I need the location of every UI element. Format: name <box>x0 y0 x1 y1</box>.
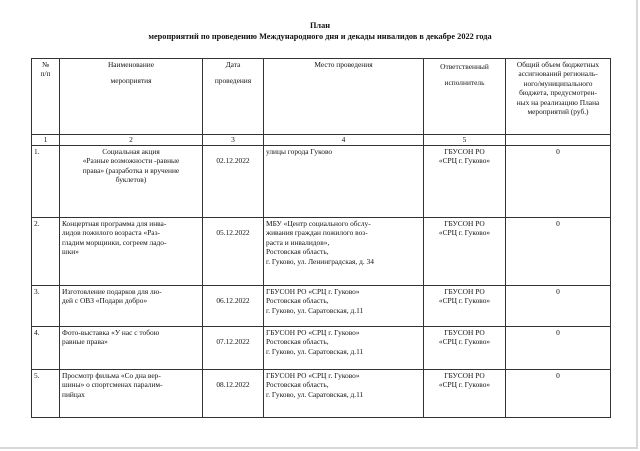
table-header-row <box>32 59 611 135</box>
event-place: МБУ «Центр социального обслу- живания граждан пожилого воз- раста и инвалидов», Ростовская область, г. Гуково, ул. Ленинградская, д. 34 <box>264 218 424 286</box>
header-num: № п/п <box>32 59 60 135</box>
event-budget: 0 <box>506 286 611 327</box>
table-row <box>32 146 611 218</box>
document-title: План <box>309 21 331 30</box>
event-date: 06.12.2022 <box>203 286 264 327</box>
event-name: Социальная акция «Разные возможности -равные права» (разработка и вручение буклетов) <box>60 146 203 218</box>
event-place: ГБУСОН РО «СРЦ г. Гуково» Ростовская область, г. Гуково, ул. Саратовская, д.11 <box>264 370 424 418</box>
header-responsible: Ответственный исполнитель <box>424 59 506 135</box>
event-place: ГБУСОН РО «СРЦ г. Гуково» Ростовская область, г. Гуково, ул. Саратовская, д.11 <box>264 327 424 370</box>
event-date: 07.12.2022 <box>203 327 264 370</box>
table-row <box>32 218 611 286</box>
header-budget: Общий объем бюджетных ассигнований региональ- ного/муниципального бюджета, предусмотрен- ных на реализацию Плана мероприятий (руб.) <box>506 59 611 135</box>
table-row <box>32 286 611 327</box>
event-name: Фото-выставка «У нас с тобою равные права» <box>60 327 203 370</box>
event-responsible: ГБУСОН РО «СРЦ г. Гуково» <box>424 286 506 327</box>
column-number: 5 <box>424 135 506 146</box>
row-number: 2. <box>32 218 60 286</box>
event-responsible: ГБУСОН РО «СРЦ г. Гуково» <box>424 218 506 286</box>
event-name: Просмотр фильма «Со дна вер- шины» о спортсменах паралим- пийцах <box>60 370 203 418</box>
header-place: Место проведения <box>264 59 424 135</box>
event-place: ГБУСОН РО «СРЦ г. Гуково» Ростовская область, г. Гуково, ул. Саратовская, д.11 <box>264 286 424 327</box>
event-name: Концертная программа для инва- лидов пожилого возраста «Раз- гладим морщинки, согреем ладо- шки» <box>60 218 203 286</box>
header-date: Дата проведения <box>203 59 264 135</box>
event-budget: 0 <box>506 327 611 370</box>
column-number: 4 <box>264 135 424 146</box>
event-date: 05.12.2022 <box>203 218 264 286</box>
column-number-row <box>32 135 611 146</box>
document-subtitle: мероприятий по проведению Международного дня и декады инвалидов в декабре 2022 года <box>148 32 492 41</box>
column-number: 1 <box>32 135 60 146</box>
table-row <box>32 327 611 370</box>
event-date: 08.12.2022 <box>203 370 264 418</box>
event-budget: 0 <box>506 146 611 218</box>
row-number: 3. <box>32 286 60 327</box>
event-responsible: ГБУСОН РО «СРЦ г. Гуково» <box>424 370 506 418</box>
row-number: 5. <box>32 370 60 418</box>
column-number: 2 <box>60 135 203 146</box>
header-name: Наименование мероприятия <box>60 59 203 135</box>
event-budget: 0 <box>506 370 611 418</box>
events-plan-table <box>31 58 611 418</box>
row-number: 1. <box>32 146 60 218</box>
event-budget: 0 <box>506 218 611 286</box>
table-row <box>32 370 611 418</box>
row-number: 4. <box>32 327 60 370</box>
event-name: Изготовление подарков для лю- дей с ОВЗ «Подари добро» <box>60 286 203 327</box>
event-place: улицы города Гуково <box>264 146 424 218</box>
column-number <box>506 135 611 146</box>
column-number: 3 <box>203 135 264 146</box>
event-responsible: ГБУСОН РО «СРЦ г. Гуково» <box>424 327 506 370</box>
event-responsible: ГБУСОН РО «СРЦ г. Гуково» <box>424 146 506 218</box>
event-date: 02.12.2022 <box>203 146 264 218</box>
